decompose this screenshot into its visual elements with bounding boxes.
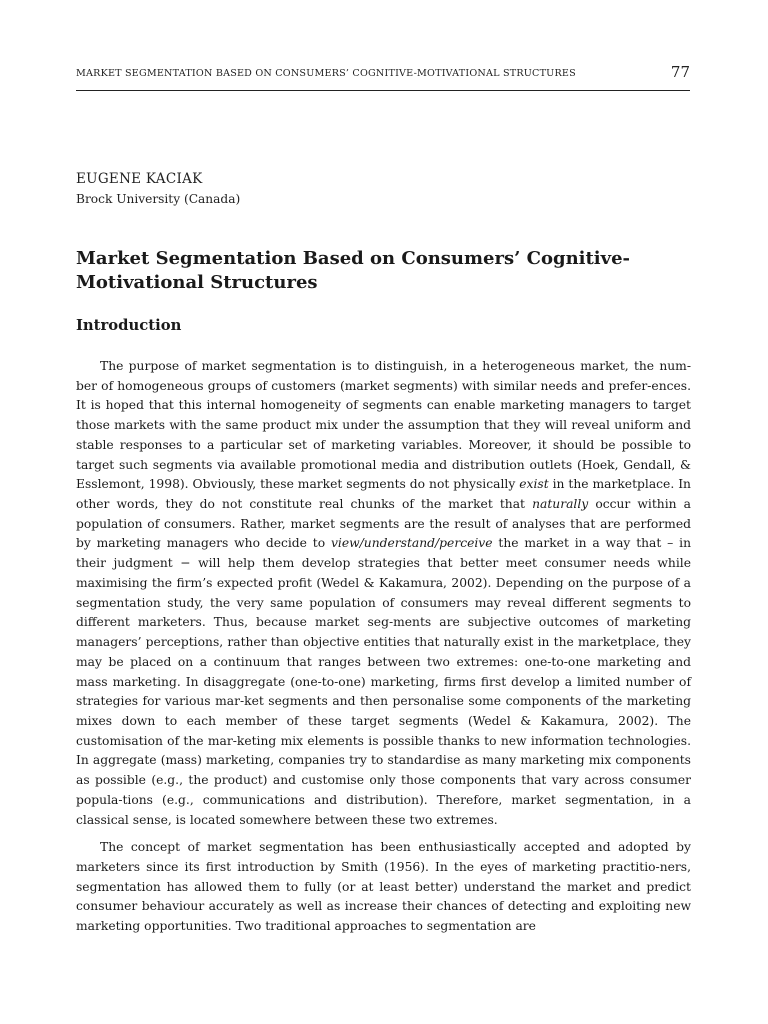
italic-term-exist: exist [519, 477, 549, 492]
body-text [76, 357, 691, 937]
paragraph-1 [76, 357, 691, 830]
running-title: MARKET SEGMENTATION BASED ON CONSUMERS’ COGNITIVE-MOTIVATIONAL STRUCTURES [76, 68, 576, 79]
author-affiliation: Brock University (Canada) [76, 192, 241, 206]
italic-term-naturally: naturally [532, 497, 589, 512]
paragraph-1-part-3: occur within a population of consumers. Rather, market segments are the result of analyses that are performed by marketing managers who decide to [76, 497, 691, 551]
paragraph-2-part-1: The concept of market segmentation has been enthusiastically accepted and adopted by marketers since its first introduction by Smith (1956). In the eyes of marketing practitio-ners, segmentation has allowed them to fully (or at least better) understand the market and predict consumer behaviour accurately as well as increase their chances of detecting and exploiting new marketing opportunities. Two traditional approaches to segmentation are [76, 840, 691, 934]
article-title [76, 247, 690, 295]
author-name: EUGENE KACIAK [76, 171, 203, 187]
paragraph-1-part-2: in the marketplace. In other words, they do not constitute real chunks of the market that [76, 477, 691, 512]
article-title-line-1: Market Segmentation Based on Consumers’ Cognitive- [76, 248, 631, 269]
paragraph-2 [76, 838, 691, 937]
section-heading: Introduction [76, 317, 182, 334]
italic-term-view: view/understand/perceive [330, 536, 493, 551]
paragraph-1-part-4: the market in a way that – in their judgment − will help them develop strategies that better meet consumer needs while maximising the firm’s expected profit (Wedel & Kakamura, 2002). Depending on the purpose of a segmentation study, the very same population of consumers may reveal different segments to different marketers. Thus, because market seg-ments are subjective outcomes of marketing managers’ perceptions, rather than objective entities that naturally exist in the marketplace, they may be placed on a continuum that ranges between two extremes: one-to-one marketing and mass marketing. In disaggregate (one-to-one) marketing, firms first develop a limited number of strategies for various mar-ket segments and then personalise some components of the marketing mixes down to each member of these target segments (Wedel & Kakamura, 2002). The customisation of the mar-keting mix elements is possible thanks to new information technologies. In aggregate (mass) marketing, companies try to standardise as many marketing mix components as possible (e.g., the product) and customise only those components that vary across consumer popula-tions (e.g., communications and distribution). Therefore, market segmentation, in a classical sense, is located somewhere between these two extremes. [76, 536, 691, 827]
paragraph-1-part-1: The purpose of market segmentation is to distinguish, in a heterogeneous market, the num-ber of homogeneous groups of customers (market segments) with similar needs and prefer-ences. It is hoped that this internal homogeneity of segments can enable marketing managers to target those markets with the same product mix under the assumption that they will reveal uniform and stable responses to a particular set of marketing variables. Moreover, it should be possible to target such segments via available promotional media and distribution outlets (Hoek, Gendall, & Esslemont, 1998). Obviously, these market segments do not physically [76, 359, 691, 492]
running-header [76, 62, 690, 91]
page-number: 77 [670, 63, 690, 81]
article-title-line-2: Motivational Structures [76, 272, 318, 293]
